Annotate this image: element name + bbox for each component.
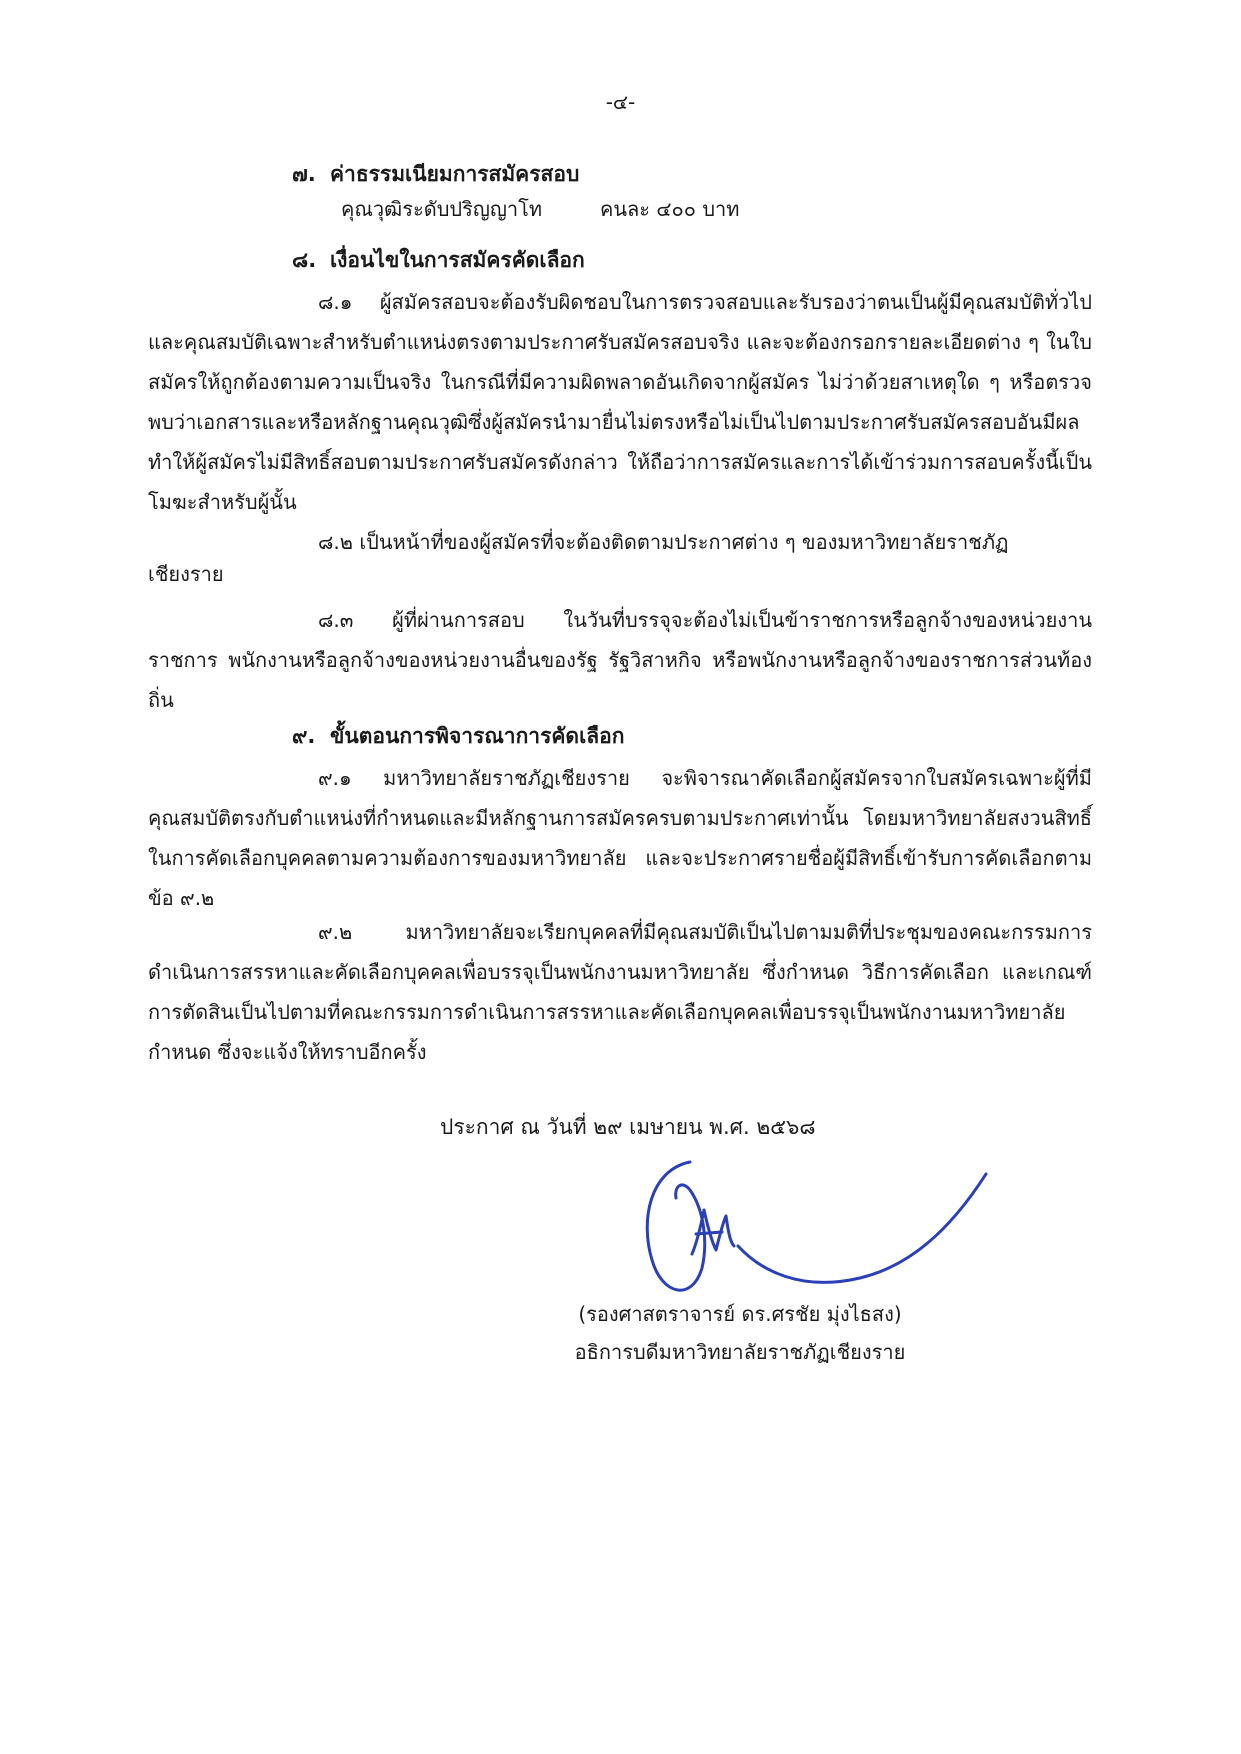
signature-loop-stroke bbox=[647, 1162, 704, 1290]
fee-value: คนละ ๔๐๐ บาท bbox=[600, 197, 740, 221]
section-9-number: ๙. bbox=[292, 724, 316, 748]
paragraph-8-2: ๘.๒ เป็นหน้าที่ของผู้สมัครที่จะต้องติดตามประกาศต่าง ๆ ของมหาวิทยาลัยราชภัฏ bbox=[318, 530, 1009, 554]
page-number: -๔- bbox=[605, 90, 636, 114]
signature-flourish-stroke bbox=[738, 1174, 986, 1282]
paragraph-8-2-continuation: เชียงราย bbox=[148, 562, 224, 586]
fee-label: คุณวุฒิระดับปริญญาโท bbox=[341, 197, 543, 221]
paragraph-9-1: ๙.๑ มหาวิทยาลัยราชภัฏเชียงราย จะพิจารณาคัดเลือกผู้สมัครจากใบสมัครเฉพาะผู้ที่มีคุณสมบัติตรงกับตำแหน่งที่กำหนดและมีหลักฐานการสมัครครบตามประกาศเท่านั้น โดยมหาวิทยาลัยสงวนสิทธิ์ในการคัดเลือกบุคคลตามความต้องการของมหาวิทยาลัย และจะประกาศรายชื่อผู้มีสิทธิ์เข้ารับการคัดเลือกตามข้อ ๙.๒ bbox=[148, 766, 1092, 910]
paragraph-8-1: ๘.๑ ผู้สมัครสอบจะต้องรับผิดชอบในการตรวจสอบและรับรองว่าตนเป็นผู้มีคุณสมบัติทั่วไป และคุณสมบัติเฉพาะสำหรับตำแหน่งตรงตามประกาศรับสมัครสอบจริง และจะต้องกรอกรายละเอียดต่าง ๆ ในใบสมัครให้ถูกต้องตามความเป็นจริง ในกรณีที่มีความผิดพลาดอันเกิดจากผู้สมัคร ไม่ว่าด้วยสาเหตุใด ๆ หรือตรวจพบว่าเอกสารและหรือหลักฐานคุณวุฒิซึ่งผู้สมัครนำมายื่นไม่ตรงหรือไม่เป็นไปตามประกาศรับสมัครสอบอันมีผลทำให้ผู้สมัครไม่มีสิทธิ์สอบตามประกาศรับสมัครดังกล่าว ให้ถือว่าการสมัครและการได้เข้าร่วมการสอบครั้งนี้เป็นโมฆะสำหรับผู้นั้น bbox=[148, 290, 1092, 514]
section-8-heading bbox=[292, 246, 585, 274]
signatory-name: (รองศาสตราจารย์ ดร.ศรชัย มุ่งไธสง) bbox=[578, 1302, 902, 1326]
section-7-heading bbox=[292, 160, 579, 188]
paragraph-9-2: ๙.๒ มหาวิทยาลัยจะเรียกบุคคลที่มีคุณสมบัติเป็นไปตามมติที่ประชุมของคณะกรรมการดำเนินการสรรหาและคัดเลือกบุคคลเพื่อบรรจุเป็นพนักงานมหาวิทยาลัย ซึ่งกำหนด วิธีการคัดเลือก และเกณฑ์การตัดสินเป็นไปตามที่คณะกรรมการดำเนินการสรรหาและคัดเลือกบุคคลเพื่อบรรจุเป็นพนักงานมหาวิทยาลัยกำหนด ซึ่งจะแจ้งให้ทราบอีกครั้ง bbox=[148, 920, 1092, 1064]
section-9-heading bbox=[292, 722, 624, 750]
announcement-date: ประกาศ ณ วันที่ ๒๙ เมษายน พ.ศ. ๒๕๖๘ bbox=[440, 1115, 816, 1139]
section-9-title: ขั้นตอนการพิจารณาการคัดเลือก bbox=[330, 724, 625, 748]
paragraph-8-3: ๘.๓ ผู้ที่ผ่านการสอบ ในวันที่บรรจุจะต้องไม่เป็นข้าราชการหรือลูกจ้างของหน่วยงานราชการ พนักงานหรือลูกจ้างของหน่วยงานอื่นของรัฐ รัฐวิสาหกิจ หรือพนักงานหรือลูกจ้างของราชการส่วนท้องถิ่น bbox=[148, 608, 1092, 712]
section-8-title: เงื่อนไขในการสมัครคัดเลือก bbox=[330, 248, 585, 272]
section-7-title: ค่าธรรมเนียมการสมัครสอบ bbox=[330, 162, 580, 186]
handwritten-signature bbox=[630, 1150, 1000, 1320]
signature-crossbar-stroke bbox=[696, 1232, 722, 1234]
section-8-number: ๘. bbox=[292, 248, 317, 272]
signatory-position: อธิการบดีมหาวิทยาลัยราชภัฏเชียงราย bbox=[574, 1340, 906, 1364]
section-7-number: ๗. bbox=[292, 162, 316, 186]
